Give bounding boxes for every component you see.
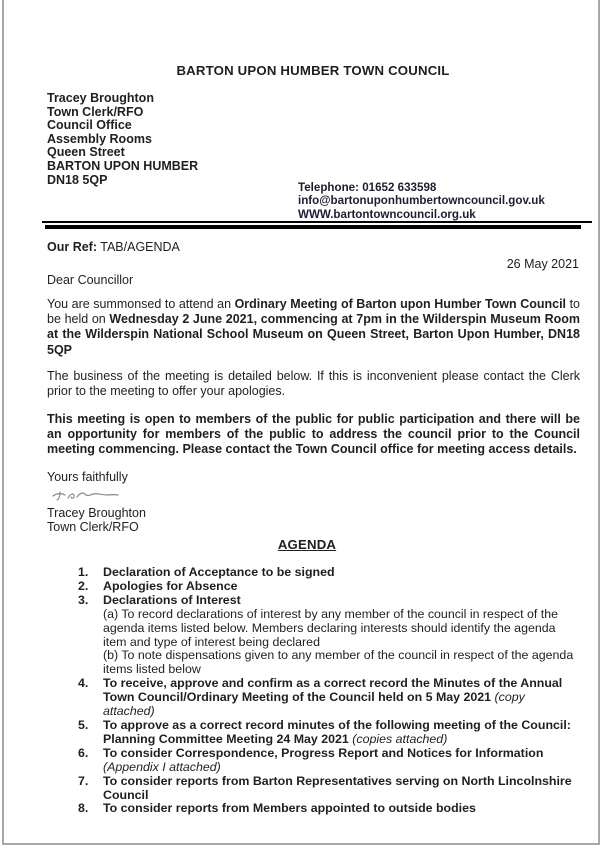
agenda-item-number: 4. [78,676,89,691]
agenda-item-number: 8. [78,801,89,816]
agenda-item-body [103,719,578,747]
divider-rule-thin [42,221,592,223]
agenda-item-note: (copy attached) [103,690,525,719]
agenda-item-body [103,775,578,803]
agenda-item [78,747,578,775]
sender-address-block [47,92,198,187]
agenda-item [78,580,578,594]
summons-text-bold-meeting: Ordinary Meeting of Barton upon Humber Town Council [234,297,567,311]
agenda-item [78,719,578,747]
agenda-item-text: Declarations of Interest [103,592,241,607]
agenda-item [78,775,578,803]
signature-name: Tracey Broughton [47,506,146,520]
agenda-subitem-a: (a) To record declarations of interest by any member of the council in respect of the agenda items listed below. Members declaring interests should identify the agenda item and type of interest being declared [103,606,559,649]
agenda-item-text: To consider reports from Members appointed to outside bodies [103,801,476,816]
agenda-item [78,802,578,816]
letter-date: 26 May 2021 [506,257,579,271]
agenda-item-number: 3. [78,592,89,607]
sender-line-town: BARTON UPON HUMBER [47,158,199,173]
agenda-item-note: (copies attached) [352,731,448,746]
salutation: Dear Councillor [47,273,134,287]
signature-mark [50,489,128,504]
agenda-item-number: 5. [78,717,89,732]
agenda-item [78,566,578,580]
reference-value: TAB/AGENDA [100,240,180,254]
agenda-item-text: To consider Correspondence, Progress Report and Notices for Information [103,745,544,760]
agenda-item-number: 6. [78,745,89,760]
paragraph-summons [47,297,580,358]
agenda-item-number: 7. [78,773,89,788]
contact-block [298,181,545,221]
agenda-item-body [103,677,578,719]
agenda-list [78,566,578,816]
agenda-item [78,594,578,677]
sender-line-street: Queen Street [47,145,125,160]
agenda-item-text: Apologies for Absence [103,578,238,593]
reference-label: Our Ref: [47,240,97,254]
agenda-item-text: To receive, approve and confirm as a correct record the Minutes of the Annual Town Council/Ordinary Meeting of the Council held on 5 May 2021 [103,676,563,705]
agenda-item-body [103,566,578,580]
signature-role: Town Clerk/RFO [47,520,139,534]
sender-line-name: Tracey Broughton [47,91,154,105]
reference-line [47,240,180,254]
agenda-item-body [103,747,578,775]
contact-telephone: Telephone: 01652 633598 [298,181,437,194]
agenda-item-body [103,594,578,677]
contact-email: info@bartonuponhumbertowncouncil.gov.uk [298,194,545,208]
sender-line-office: Council Office [47,118,132,133]
agenda-item-text: To approve as a correct record minutes of the following meeting of the Council: Planning Committee Meeting 24 May 2021 [103,717,571,746]
summons-text-bold-details: Wednesday 2 June 2021, commencing at 7pm in the Wilderspin Museum Room at the Wilderspin National School Museum on Queen Street, Barton Upon Humber, DN18 5QP [47,312,580,357]
divider-rule-thick [45,225,581,229]
agenda-subitem-b: (b) To note dispensations given to any member of the council in respect of the agenda items listed below [103,648,574,677]
agenda-item-body [103,802,578,816]
paragraph-public-notice: This meeting is open to members of the public for public participation and there will be an opportunity for members of the public to address the council prior to the Council meeting commencing. Please contact the Town Council office for meeting access details. [47,412,580,457]
agenda-item-number: 2. [78,578,89,593]
page-title: BARTON UPON HUMBER TOWN COUNCIL [176,63,450,78]
sender-line-building: Assembly Rooms [47,131,152,146]
paragraph-business: The business of the meeting is detailed below. If this is inconvenient please contact the Clerk prior to the meeting to offer your apologies. [47,369,580,399]
summons-text-regular: You are summonsed to attend an [47,297,235,311]
agenda-item [78,677,578,719]
closing-line: Yours faithfully [47,470,128,484]
agenda-item-body [103,580,578,594]
agenda-item-text: To consider reports from Barton Representatives serving on North Lincolnshire Council [103,773,572,802]
contact-website: WWW.bartontowncouncil.org.uk [298,207,476,221]
summons-text-regular-2: to be held on [47,297,580,327]
sender-line-postcode: DN18 5QP [47,172,108,187]
agenda-item-text: Declaration of Acceptance to be signed [103,565,335,579]
letter-page [2,0,600,845]
agenda-item-number: 1. [78,565,89,579]
agenda-heading: AGENDA [277,537,337,552]
sender-line-role: Town Clerk/RFO [47,104,144,119]
agenda-item-note: (Appendix I attached) [103,759,221,774]
